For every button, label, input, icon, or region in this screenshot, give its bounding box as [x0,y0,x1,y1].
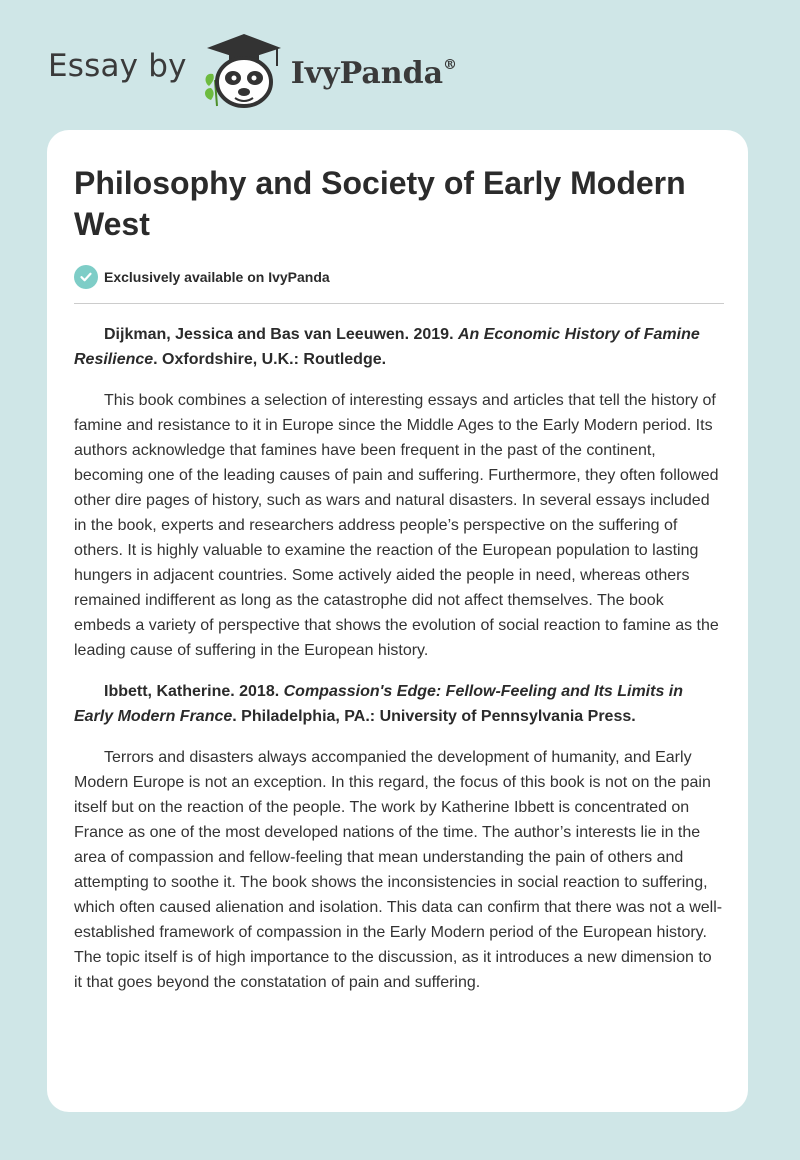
reference-authors: Ibbett, Katherine. 2018. [104,683,284,700]
exclusive-badge [74,265,724,304]
brand-name: IvyPanda® [290,55,458,91]
reference-publisher: . Oxfordshire, U.K.: Routledge. [153,351,387,368]
article-content [74,163,724,995]
check-circle-icon [74,265,98,289]
reference-book-title: Compassion's Edge: Fellow-Feeling and Its Limits in Early Modern France [74,683,684,725]
reference-authors: Dijkman, Jessica and Bas van Leeuwen. 2019. [104,326,458,343]
exclusive-label: Exclusively available on IvyPanda [104,269,330,285]
brand-header[interactable] [48,30,457,110]
panda-graduate-icon [201,30,287,110]
reference-publisher: . Philadelphia, PA.: University of Pennsylvania Press. [232,708,636,725]
body-paragraph: This book combines a selection of interesting essays and articles that tell the history of famine and resistance to it in Europe since the Middle Ages to the Early Modern period. Its authors acknowledge that famines have been frequent in the past of the continent, becoming one of the leading causes of pain and suffering. Furthermore, they often followed other dire pages of history, such as wars and natural disasters. In several essays included in the book, experts and researchers address people’s perspective on the suffering of others. It is highly valuable to examine the reaction of the European population to lasting hungers in adjacent countries. Some actively aided the people in need, whereas others remained indifferent as long as the catastrophe did not affect themselves. The book embeds a variety of perspective that shows the evolution of social reaction to famine as the leading cause of suffering in the European history. [74,392,719,659]
reference-book-title: An Economic History of Famine Resilience [74,326,700,368]
reference-citation [74,679,724,729]
body-paragraph: Terrors and disasters always accompanied the development of humanity, and Early Modern Europe is not an exception. In this regard, the focus of this book is not on the pain itself but on the reaction of the people. The work by Katherine Ibbett is concentrated on France as one of the most developed nations of the time. The author’s interests lie in the area of compassion and fellow-feeling that mean understanding the pain of others and attempting to soothe it. The book shows the inconsistencies in social reaction to suffering, which often caused alienation and isolation. This data can confirm that there was not a well-established framework of compassion in the Early Modern period of the European history. The topic itself is of high importance to the discussion, as it introduces a new dimension to it that goes beyond the constatation of pain and suffering. [74,749,723,991]
registered-mark: ® [443,56,458,73]
page-title: Philosophy and Society of Early Modern West [74,165,686,242]
brand-prefix: Essay by [48,48,187,84]
article-card [47,130,748,1112]
reference-citation [74,322,724,372]
